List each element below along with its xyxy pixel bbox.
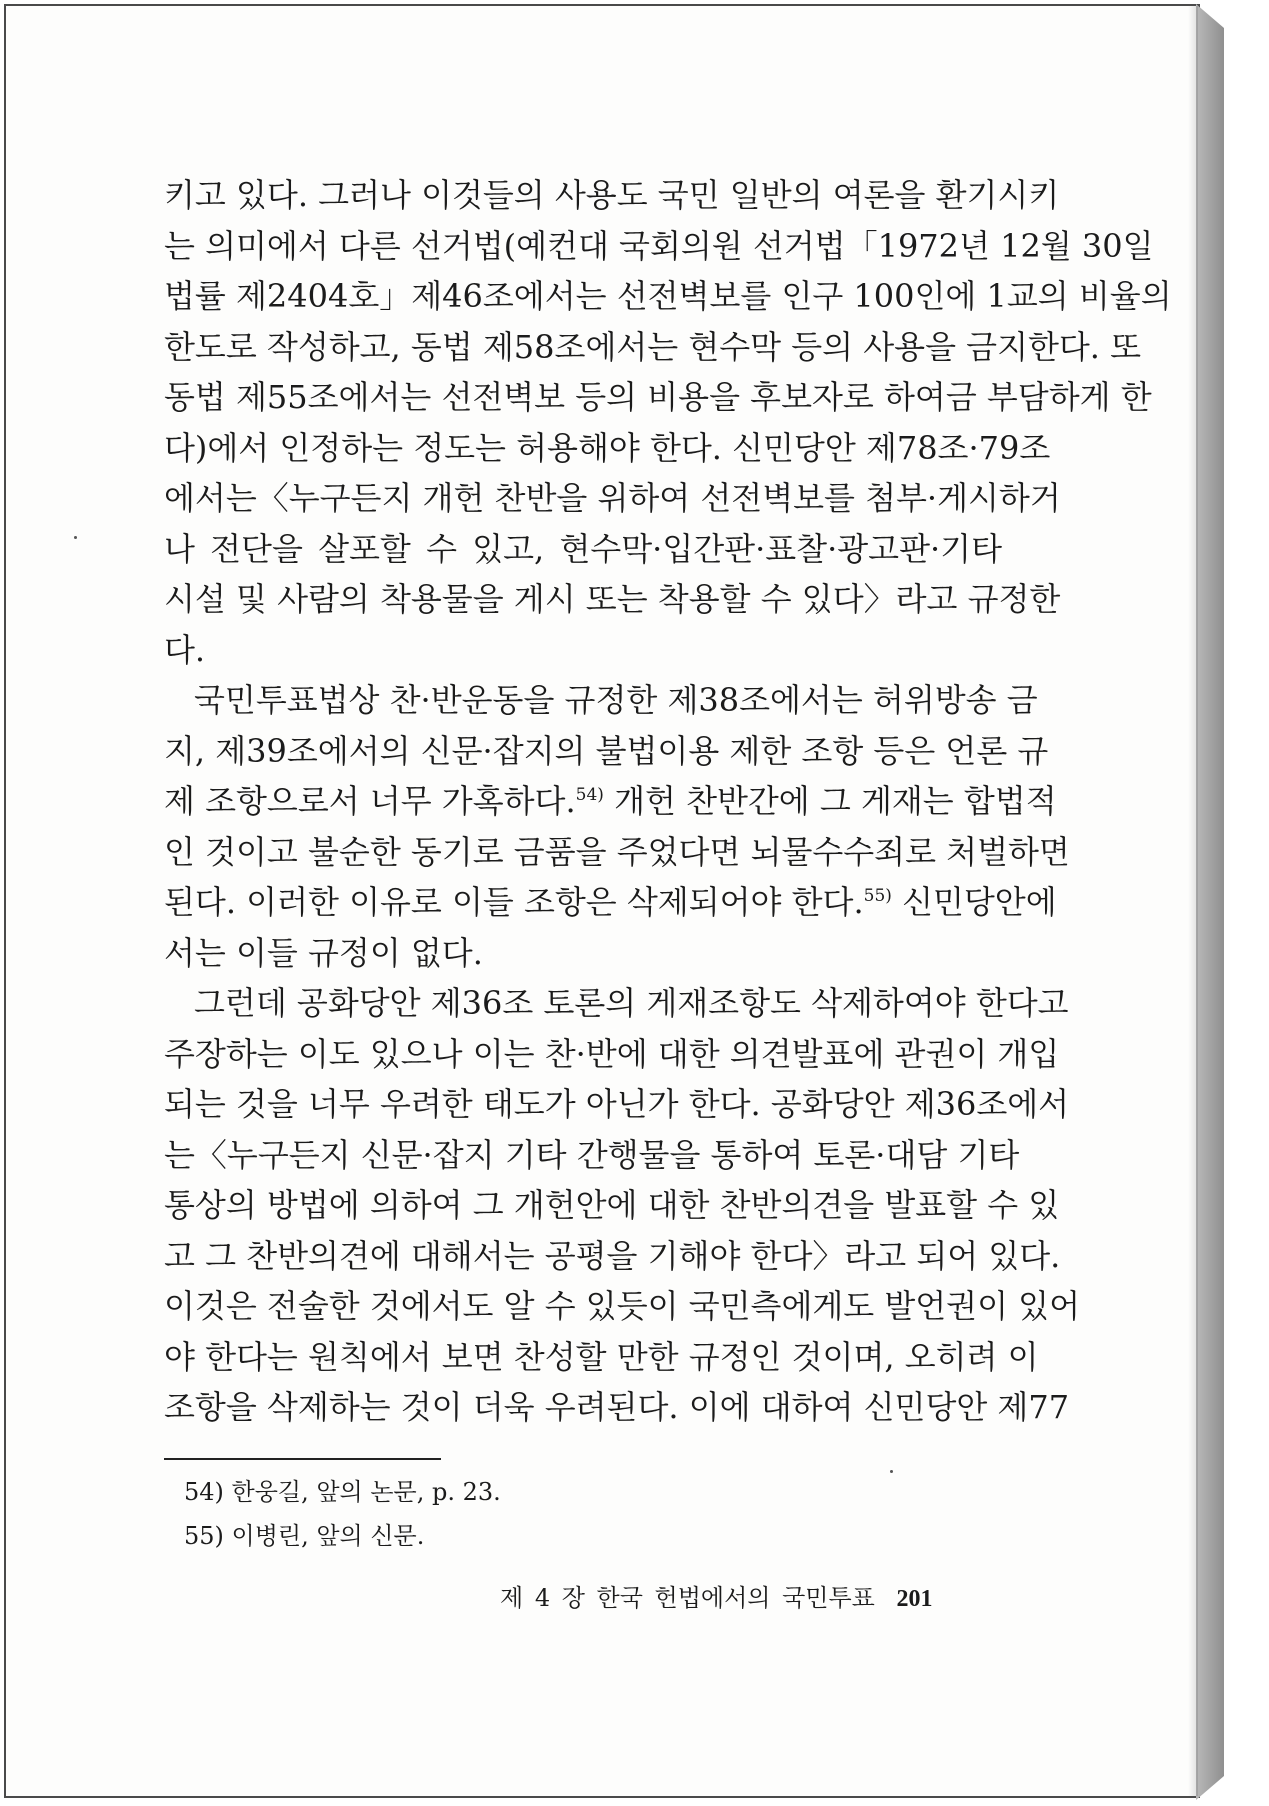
- page-stack-edge: [1196, 4, 1224, 1800]
- text-line: 시설 및 사람의 착용물을 게시 또는 착용할 수 있다〉라고 규정한: [164, 580, 1061, 618]
- text-line: 야 한다는 원칙에서 보면 찬성할 만한 규정인 것이며, 오히려 이: [164, 1337, 1039, 1376]
- text-line: 서는 이들 규정이 없다.: [164, 933, 483, 972]
- footnote-55: 55) 이병린, 앞의 신문.: [184, 1522, 425, 1550]
- body-text: [164, 170, 1172, 1433]
- page-number: 201: [896, 1586, 933, 1612]
- footnotes: [184, 1470, 501, 1558]
- text-line: 동법 제55조에서는 선전벽보 등의 비용을 후보자로 하여금 부담하게 한: [164, 378, 1152, 416]
- text-line: 다.: [164, 630, 206, 669]
- text-line: 한도로 작성하고, 동법 제58조에서는 현수막 등의 사용을 금지한다. 또: [164, 327, 1142, 366]
- text-line: 국민투표법상 찬·반운동을 규정한 제38조에서는 허위방송 금: [194, 681, 1038, 719]
- text-line: [164, 877, 1057, 928]
- text-line: 는〈누구든지 신문·잡지 기타 간행물을 통하여 토론·대담 기타: [164, 1135, 1020, 1174]
- text-segment: 된다. 이러한 이유로 이들 조항은 삭제되어야 한다.: [164, 883, 864, 921]
- footnote-rule: [164, 1458, 441, 1460]
- text-line: 되는 것을 너무 우려한 태도가 아닌가 한다. 공화당안 제36조에서: [164, 1085, 1070, 1123]
- text-segment: 신민당안에: [891, 883, 1057, 921]
- text-line: 지, 제39조에서의 신문·잡지의 불법이용 제한 조항 등은 언론 규: [164, 731, 1049, 770]
- text-line: 다)에서 인정하는 정도는 허용해야 한다. 신민당안 제78조·79조: [164, 428, 1051, 467]
- text-line: 나 전단을 살포할 수 있고, 현수막·입간판·표찰·광고판·기타: [164, 529, 1002, 568]
- scan-speck: [890, 1470, 893, 1473]
- text-line: 법률 제2404호」제46조에서는 선전벽보를 인구 100인에 1교의 비율의: [164, 277, 1172, 315]
- scan-speck: [74, 536, 77, 539]
- footnote-reference[interactable]: 55): [863, 886, 892, 906]
- text-line: 키고 있다. 그러나 이것들의 사용도 국민 일반의 여론을 환기시키: [164, 176, 1060, 214]
- footer-chapter: 제 4 장: [500, 1584, 585, 1612]
- footnote-54: 54) 한웅길, 앞의 논문, p. 23.: [184, 1478, 501, 1506]
- text-line: 에서는〈누구든지 개헌 찬반을 위하여 선전벽보를 첨부·게시하거: [164, 479, 1061, 517]
- text-line: 인 것이고 불순한 동기로 금품을 주었다면 뇌물수수죄로 처벌하면: [164, 832, 1070, 871]
- text-line: 주장하는 이도 있으나 이는 찬·반에 대한 의견발표에 관권이 개입: [164, 1034, 1060, 1073]
- text-segment: 개헌 찬반간에 그 게재는 합법적: [603, 782, 1057, 820]
- page-edge-shadow: [1188, 6, 1198, 1796]
- text-line: 통상의 방법에 의하여 그 개헌안에 대한 찬반의견을 발표할 수 있: [164, 1186, 1060, 1224]
- footnote-reference[interactable]: 54): [575, 785, 604, 805]
- text-segment: 제 조항으로서 너무 가혹하다.: [164, 782, 576, 820]
- text-line: 고 그 찬반의견에 대해서는 공평을 기해야 한다〉라고 되어 있다.: [164, 1236, 1061, 1275]
- text-line: 는 의미에서 다른 선거법(예컨대 국회의원 선거법「1972년 12월 30일: [164, 226, 1154, 265]
- footer-title: 한국 헌법에서의 국민투표: [596, 1584, 875, 1612]
- text-line: [164, 776, 1057, 827]
- text-line: 이것은 전술한 것에서도 알 수 있듯이 국민측에게도 발언권이 있어: [164, 1287, 1081, 1325]
- text-line: 그런데 공화당안 제36조 토론의 게재조항도 삭제하여야 한다고: [194, 984, 1069, 1022]
- text-line: 조항을 삭제하는 것이 더욱 우려된다. 이에 대하여 신민당안 제77: [164, 1388, 1070, 1426]
- running-footer: [500, 1578, 960, 1613]
